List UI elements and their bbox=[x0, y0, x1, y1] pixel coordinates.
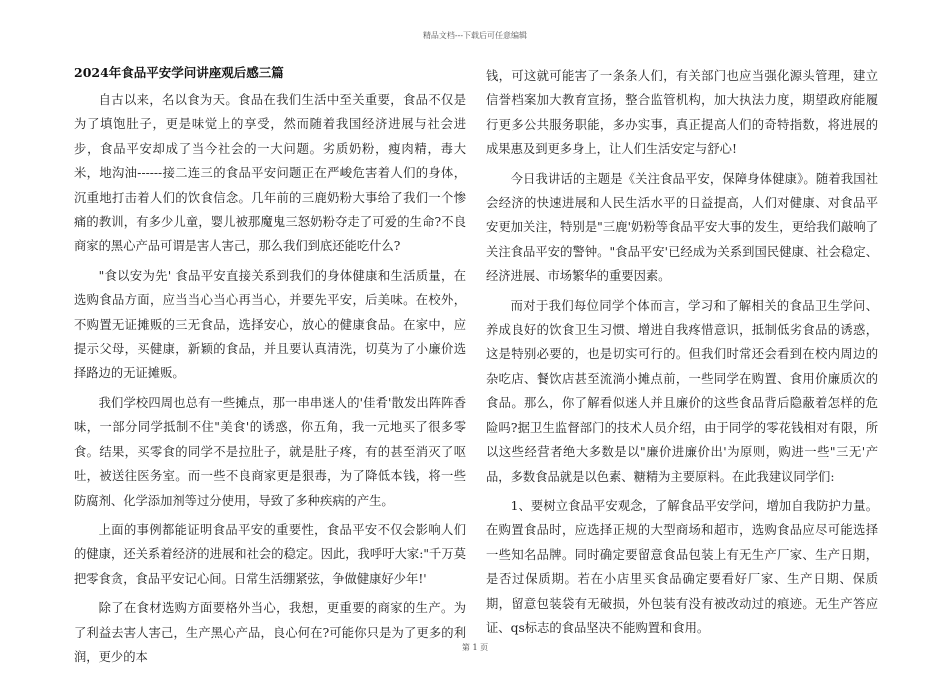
paragraph: 1、要树立食品平安观念，了解食品平安学问，增加自我防护力量。在购置食品时，应选择正规的大型商场和超市，选购食品应尽可能选择一些知名品牌。同时确定要留意食品包装上有无生产厂家、生产日期，是否过保质期。若在小店里买食品确定要看好厂家、生产日期、保质期，留意包装袋有无破损，外包装有没有被改动过的痕迹。无生产答应证、qs标志的食品坚决不能购置和食用。 bbox=[486, 498, 878, 635]
paragraph: 今日我讲话的主题是《关注食品平安，保障身体健康》。随着我国社会经济的快速进展和人民生活水平的日益提高，人们对健康、对食品平安更加关注，特别是"三鹿'奶粉等食品平安大事的发生，更给我们敲响了关注食品平安的警钟。"食品平安'已经成为关系到国民健康、社会稳定、经济进展、市场繁华的重要因素。 bbox=[486, 171, 878, 284]
right-column bbox=[486, 64, 878, 645]
paragraph: 而对于我们每位同学个体而言，学习和了解相关的食品卫生学问、养成良好的饮食卫生习惯、增进自我疼惜意识，抵制低劣食品的诱惑，这是特别必要的，也是切实可行的。但我们时常还会看到在校内周边的杂吃店、餐饮店甚至流淌小摊点前，一些同学在购置、食用价廉质次的食品。那么，你了解看似迷人并且廉价的这些食品背后隐蔽着怎样的危险吗?据卫生监督部门的技术人员介绍，由于同学的零花钱相对有限，所以这些经营者绝大多数是以"廉价进廉价出'为原则，购进一些"三无'产品，多数食品就是以色素、糖精为主要原料。在此我建议同学们: bbox=[486, 298, 878, 484]
paragraph: 我们学校四周也总有一些摊点，那一串串迷人的'佳肴'散发出阵阵香味，一部分同学抵制不住"美食'的诱惑，你五角，我一元地买了很多零食。结果，买零食的同学不是拉肚子，就是肚子疼，有的甚至消灭了呕吐，被送往医务室。而一些不良商家更是狠毒，为了降低本钱，将一些防腐剂、化学添加剂等过分使用，导致了多种疾病的产生。 bbox=[74, 395, 466, 508]
page-header: 精品文档---下载后可任意编辑 bbox=[422, 31, 528, 40]
paragraph: 自古以来，名以食为天。食品在我们生活中至关重要，食品不仅是为了填饱肚子，更是味觉上的享受，然而随着我国经济进展与社会进步，食品平安却成了当今社会的一大问题。劣质奶粉，瘦肉精，毒大米，地沟油------接二连三的食品平安问题正在严峻危害着人们的身体，沉重地打击着人们的饮食信念。几年前的三鹿奶粉大事给了我们一个惨痛的教训，有多少儿童，婴儿被那魔鬼三怒奶粉夺走了可爱的生命?不良商家的黑心产品可谓是害人害己，那么我们到底还能吃什么? bbox=[74, 93, 466, 254]
paragraph: "食以安为先' 食品平安直接关系到我们的身体健康和生活质量，在选购食品方面，应当当心当心再当心，并要先平安，后美味。在校外，不购置无证摊贩的三无食品，选择安心，放心的健康食品。在家中，应提示父母，买健康，新颖的食品，并且要认真清洗，切莫为了小廉价选择路边的无证摊贩。 bbox=[74, 268, 466, 381]
paragraph: 上面的事例都能证明食品平安的重要性，食品平安不仅会影响人们的健康，还关系着经济的进展和社会的稳定。因此，我呼吁大家:"千万莫把零食贪，食品平安记心间。日常生活绷紧弦，争做健康好少年!' bbox=[74, 522, 466, 586]
left-column bbox=[74, 88, 466, 674]
paragraph: 除了在食材选购方面要格外当心，我想，更重要的商家的生产。为了利益去害人害己，生产黑心产品，良心何在?可能你只是为了更多的利润，更少的本 bbox=[74, 601, 466, 664]
paragraph-continuation: 钱，可这就可能害了一条条人们，有关部门也应当强化源头管理，建立信誉档案加大教育宣扬，整合监管机构，加大执法力度，期望政府能履行更多公共服务职能，多办实事，真正提高人们的奇特指数，将进展的成果惠及到更多身上，让人们生活安定与舒心! bbox=[486, 69, 878, 157]
page-number: 第 1 页 bbox=[461, 643, 489, 652]
document-title: 2024年食品平安学问讲座观后感三篇 bbox=[74, 65, 284, 80]
